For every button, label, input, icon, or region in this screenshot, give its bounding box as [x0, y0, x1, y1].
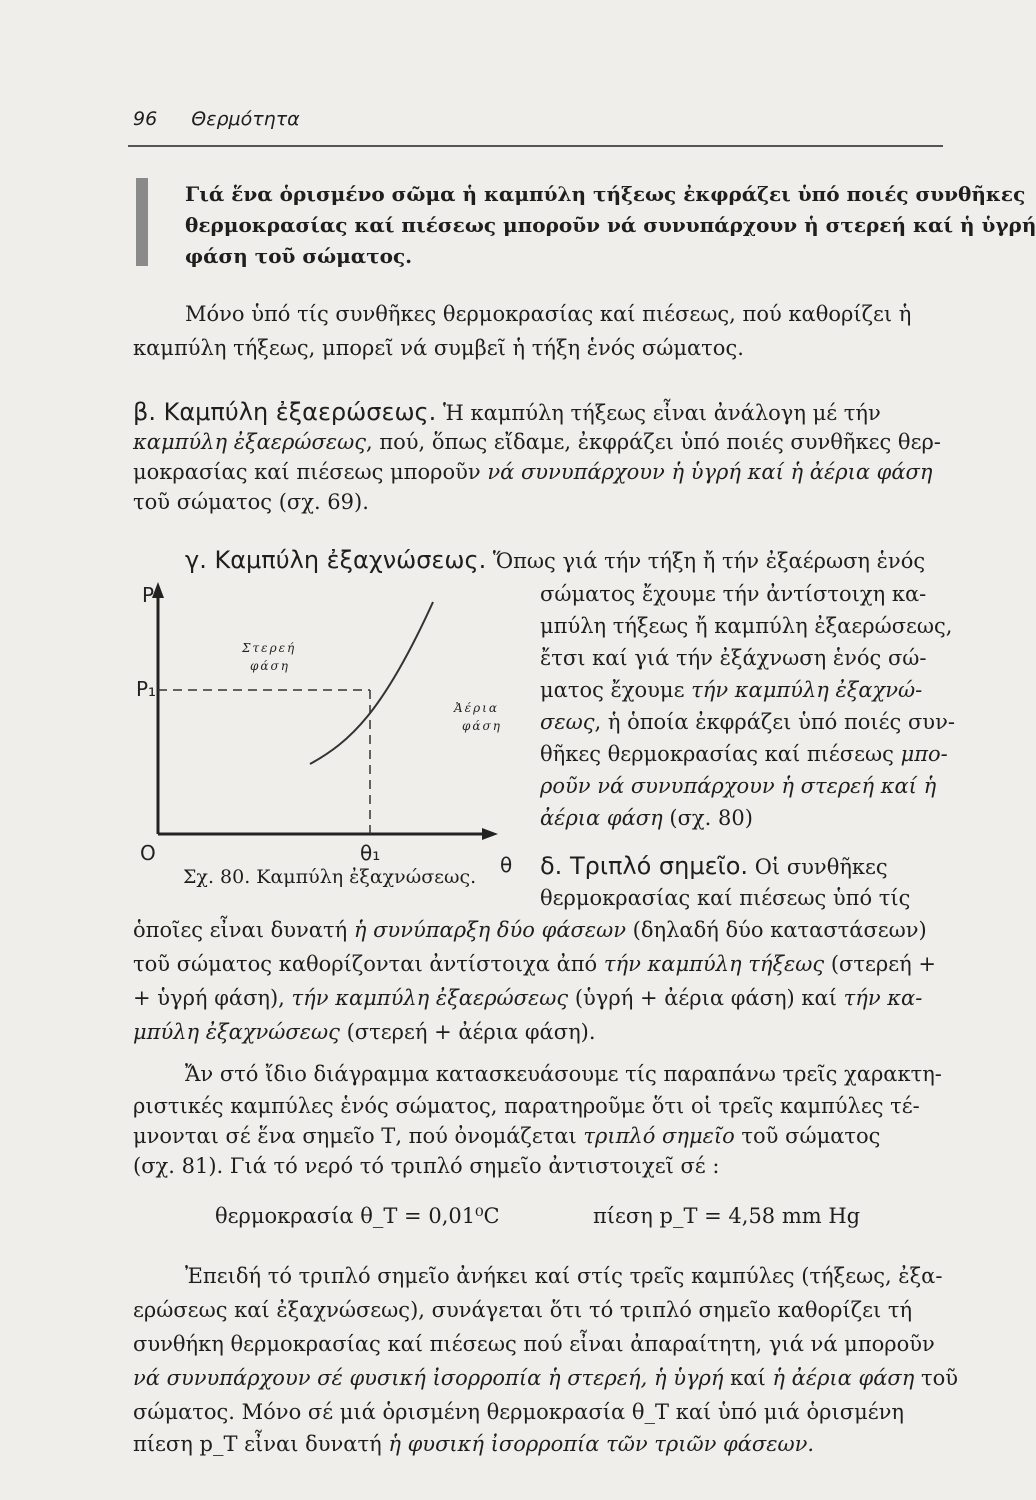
sec-c-col-6: θῆκες θερμοκρασίας καί πιέσεως μπο- — [540, 742, 948, 766]
sec-c-col-3: ἔτσι καί γιά τήν ἐξάχνωση ἑνός σώ- — [540, 646, 927, 670]
sec-d-line-6: μπύλη ἐξαχνώσεως (στερεή + ἀέρια φάση). — [133, 1020, 596, 1044]
sec-d-line-3: ὁποῖες εἶναι δυνατή ἡ συνύπαρξη δύο φάσεων (δηλαδή δύο καταστάσεων) — [133, 918, 927, 942]
y-axis-label: P — [142, 583, 155, 607]
origin-label: O — [140, 841, 156, 865]
para3-line-5: σώματος. Μόνο σέ μιά ὁρισμένη θερμοκρασία θ_T καί ὑπό μιά ὁρισμένη — [133, 1400, 904, 1424]
sec-c-col-4: ματος ἔχουμε τήν καμπύλη ἐξαχνώ- — [540, 678, 923, 702]
sec-b-line-2: καμπύλη ἐξαερώσεως, πού, ὅπως εἴδαμε, ἐκφράζει ὑπό ποιές συνθῆκες θερ- — [133, 430, 941, 454]
gas-phase-label-1: Ἀέρια — [454, 701, 499, 715]
sec-d-heading: δ. Τριπλό σημεῖο. — [540, 852, 749, 880]
solid-phase-label-1: Στερεή — [242, 641, 297, 655]
intro-line-1: Γιά ἕνα ὁρισμένο σῶμα ἡ καμπύλη τήξεως ἐκφράζει ὑπό ποιές συνθῆκες — [185, 182, 1026, 206]
theta1-label: θ₁ — [360, 841, 381, 865]
para2-line-1: Ἄν στό ἴδιο διάγραμμα κατασκευάσουμε τίς παραπάνω τρεῖς χαρακτη- — [185, 1062, 942, 1086]
para1-line-2: καμπύλη τήξεως, μπορεῖ νά συμβεῖ ἡ τήξη ἑνός σώματος. — [133, 336, 744, 360]
formula-pressure: πίεση p_T = 4,58 mm Hg — [593, 1204, 861, 1228]
sec-d-line-1: δ. Τριπλό σημεῖο. Οἱ συνθῆκες — [540, 852, 888, 880]
sec-c-col-1: σώματος ἔχουμε τήν ἀντίστοιχη κα- — [540, 582, 927, 606]
para2-line-2: ριστικές καμπύλες ἑνός σώματος, παρατηροῦμε ὅτι οἱ τρεῖς καμπύλες τέ- — [133, 1094, 920, 1118]
sec-b-line-4: τοῦ σώματος (σχ. 69). — [133, 490, 369, 514]
para3-line-3: συνθήκη θερμοκρασίας καί πιέσεως πού εἶναι ἀπαραίτητη, γιά νά μποροῦν — [133, 1332, 935, 1356]
para3-line-4: νά συνυπάρχουν σέ φυσική ἰσορροπία ἡ στερεή, ἡ ὑγρή καί ἡ ἀέρια φάση τοῦ — [133, 1366, 959, 1390]
para3-line-1: Ἐπειδή τό τριπλό σημεῖο ἀνήκει καί στίς τρεῖς καμπύλες (τήξεως, ἐξα- — [185, 1264, 943, 1288]
solid-phase-label-2: φάση — [250, 659, 290, 673]
para1-line-1: Μόνο ὑπό τίς συνθῆκες θερμοκρασίας καί πιέσεως, πού καθορίζει ἡ — [185, 302, 912, 326]
header-rule — [128, 145, 943, 147]
sec-d-line-2: θερμοκρασίας καί πιέσεως ὑπό τίς — [540, 886, 911, 910]
figure-caption: Σχ. 80. Καμπύλη ἐξαχνώσεως. — [183, 866, 477, 888]
sec-c-heading: γ. Καμπύλη ἐξαχνώσεως. — [185, 546, 487, 574]
intro-line-3: φάση τοῦ σώματος. — [185, 244, 413, 268]
sec-b-line-3: μοκρασίας καί πιέσεως μποροῦν νά συνυπάρχουν ἡ ὑγρή καί ἡ ἀέρια φάση — [133, 460, 933, 484]
sec-c-col-8: ἀέρια φάση (σχ. 80) — [540, 806, 753, 830]
formula-temperature: θερμοκρασία θ_T = 0,01⁰C — [215, 1204, 500, 1228]
header-title: Θερμότητα — [191, 108, 300, 130]
p1-label: P₁ — [136, 677, 157, 701]
intro-line-2: θερμοκρασίας καί πιέσεως μποροῦν νά συνυπάρχουν ἡ στερεή καί ἡ ὑγρή — [185, 213, 1036, 237]
sec-d-line-4: τοῦ σώματος καθορίζονται ἀντίστοιχα ἀπό τήν καμπύλη τήξεως (στερεή + — [133, 952, 936, 976]
x-axis-arrow — [482, 828, 498, 840]
gas-phase-label-2: φάση — [462, 719, 502, 733]
sec-b-line-1: β. Καμπύλη ἐξαερώσεως. Ἡ καμπύλη τήξεως εἶναι ἀνάλογη μέ τήν — [133, 398, 881, 426]
page-number: 96 — [133, 108, 158, 130]
x-axis-label: θ — [500, 853, 513, 877]
sec-d-line-5: + ὑγρή φάση), τήν καμπύλη ἐξαερώσεως (ὑγρή + ἀέρια φάση) καί τήν κα- — [133, 986, 923, 1010]
para2-line-4: (σχ. 81). Γιά τό νερό τό τριπλό σημεῖο ἀντιστοιχεῖ σέ : — [133, 1154, 720, 1178]
sec-b-heading: β. Καμπύλη ἐξαερώσεως. — [133, 398, 437, 426]
sec-c-col-5: σεως, ἡ ὁποία ἐκφράζει ὑπό ποιές συν- — [540, 710, 955, 734]
sublimation-curve-figure — [128, 572, 513, 892]
para3-line-6: πίεση p_T εἶναι δυνατή ἡ φυσική ἰσορροπία τῶν τριῶν φάσεων. — [133, 1432, 815, 1456]
page-header — [133, 108, 300, 130]
sec-c-line-1: γ. Καμπύλη ἐξαχνώσεως. Ὅπως γιά τήν τήξη ἤ τήν ἐξαέρωση ἑνός — [185, 546, 926, 574]
sec-c-col-7: ροῦν νά συνυπάρχουν ἡ στερεή καί ἡ — [540, 774, 937, 798]
para3-line-2: ερώσεως καί ἐξαχνώσεως), συνάγεται ὅτι τό τριπλό σημεῖο καθορίζει τή — [133, 1298, 913, 1322]
para2-line-3: μνονται σέ ἕνα σημεῖο Τ, πού ὀνομάζεται τριπλό σημεῖο τοῦ σώματος — [133, 1124, 881, 1148]
sec-c-col-2: μπύλη τήξεως ἤ καμπύλη ἐξαερώσεως, — [540, 614, 953, 638]
highlight-bar — [136, 178, 148, 266]
sublimation-curve — [310, 602, 433, 764]
